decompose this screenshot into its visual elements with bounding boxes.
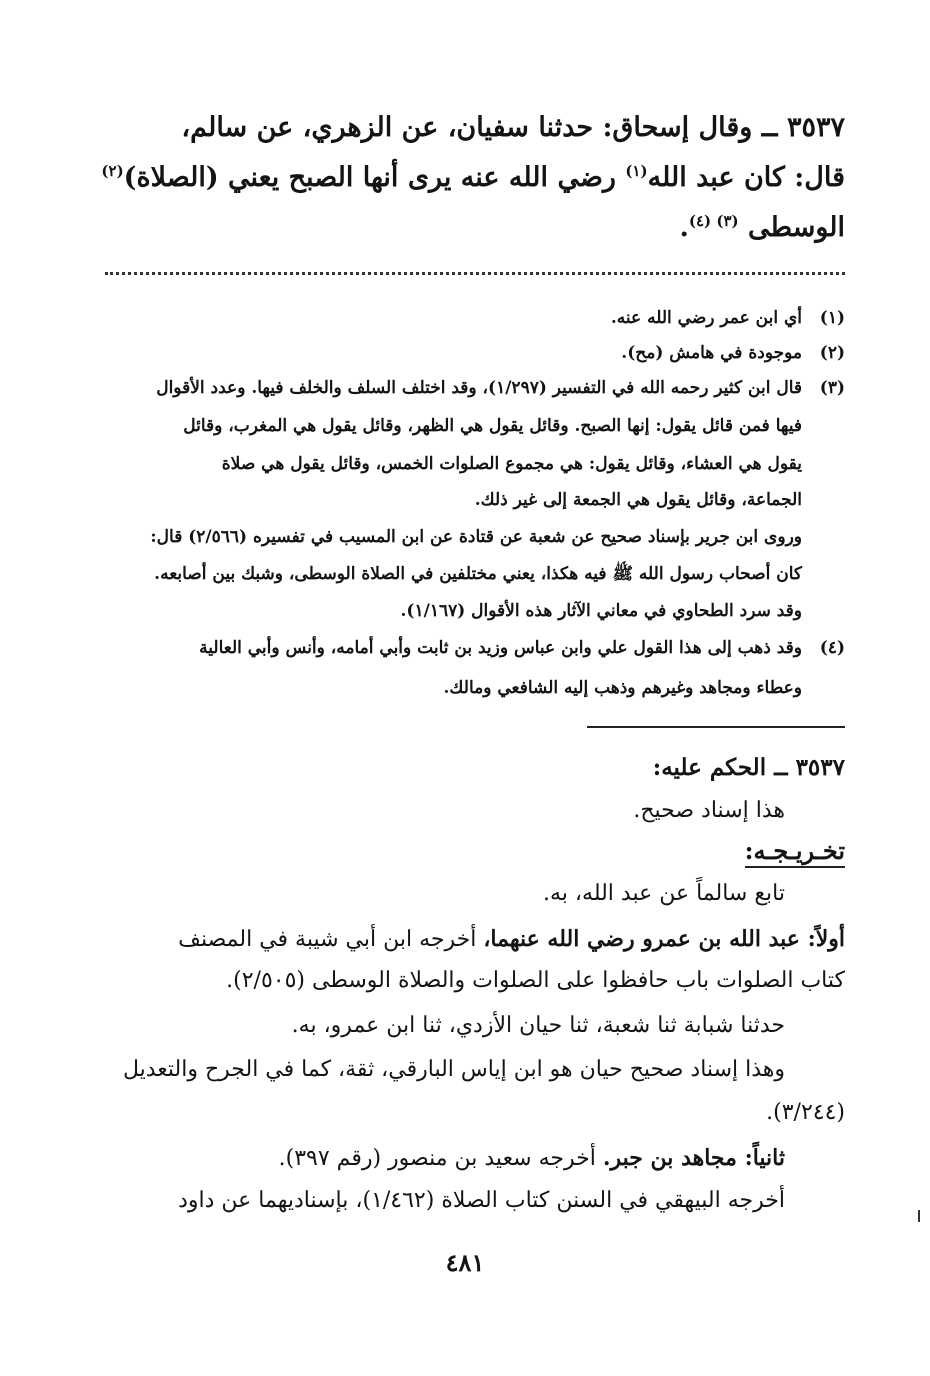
footnote-ref-2: (٢): [101, 162, 124, 180]
footnote-3-line-3: يقول هي العشاء، وقائل يقول: هي مجموع الصلوات الخمس، وقائل يقول هي صلاة: [221, 454, 802, 474]
hadith-line-3-a: الوسطى: [738, 212, 845, 243]
footnote-number: (٤): [819, 638, 845, 658]
takhrij-line-6: (٣/٢٤٤).: [766, 1100, 845, 1125]
takhrij-line-4: حدثنا شبابة ثنا شعبة، ثنا حيان الأزدي، ثنا ابن عمرو، به.: [291, 1013, 785, 1038]
takhrij-heading: [85, 833, 845, 869]
takhrij-second-source: ثانياً: مجاهد بن جبر.: [602, 1145, 785, 1171]
hadith-line-2-b: رضي الله عنه يرى أنها الصبح يعني (الصلاة): [123, 162, 626, 193]
footnote-number: (١): [819, 308, 845, 328]
page-number: ٤٨١: [445, 1248, 485, 1277]
footnote-3-line-6: كان أصحاب رسول الله ﷺ فيه هكذا، يعني مختلفين في الصلاة الوسطى، وشبك بين أصابعه.: [154, 564, 802, 584]
footnote-3-line-4: الجماعة، وقائل يقول هي الجمعة إلى غير ذلك.: [474, 490, 802, 510]
takhrij-first-source: أولاً: عبد الله بن عمرو رضي الله عنهما،: [483, 926, 845, 952]
footnote-ref-1: (١): [625, 162, 648, 180]
ruling-text: هذا إسناد صحيح.: [633, 798, 785, 823]
footnote-3-line-2: فيها فمن قائل يقول: إنها الصبح. وقائل يقول هي الظهر، وقائل يقول هي المغرب، وقائل: [183, 416, 802, 436]
footnote-3-line-7: وقد سرد الطحاوي في معاني الآثار هذه الأقوال (١/١٦٧).: [400, 601, 802, 621]
takhrij-heading-text: تخـريـجـه:: [745, 836, 845, 868]
footnote-4: [105, 633, 845, 663]
takhrij-line-2: [85, 921, 845, 958]
footnote-1: [105, 303, 845, 333]
scan-mark: [918, 1210, 920, 1222]
footnote-separator: [105, 272, 845, 275]
takhrij-line-7-rest: أخرجه سعيد بن منصور (رقم ٣٩٧).: [278, 1146, 603, 1171]
hadith-line-2-a: قال: كان عبد الله: [647, 162, 845, 193]
footnote-text: وقد ذهب إلى هذا القول علي وابن عباس وزيد بن ثابت وأبي أمامه، وأنس وأبي العالية: [199, 638, 802, 658]
footnote-number: (٢): [819, 343, 845, 363]
footnote-number: (٣): [819, 378, 845, 398]
takhrij-line-7: [85, 1140, 785, 1177]
footnote-3-line-5: وروى ابن جرير بإسناد صحيح عن شعبة عن قتادة عن ابن المسيب في تفسيره (٢/٥٦٦) قال:: [150, 527, 802, 547]
section-divider: [587, 726, 845, 728]
ruling-heading: ٣٥٣٧ ــ الحكم عليه:: [652, 754, 845, 781]
takhrij-line-1: تابع سالماً عن عبد الله، به.: [543, 881, 785, 906]
footnote-2: [105, 338, 845, 368]
footnote-3: [105, 373, 845, 403]
footnote-text: موجودة في هامش (مح).: [621, 343, 802, 363]
footnote-text: قال ابن كثير رحمه الله في التفسير (١/٢٩٧)، وقد اختلف السلف والخلف فيها. وعدد الأقوال: [156, 378, 802, 398]
footnote-ref-3-4: (٣) (٤): [688, 212, 739, 230]
hadith-line-1: ٣٥٣٧ ــ وقال إسحاق: حدثنا سفيان، عن الزهري، عن سالم،: [181, 112, 845, 143]
footnote-4-line-2: وعطاء ومجاهد وغيرهم وذهب إليه الشافعي ومالك.: [443, 678, 802, 698]
takhrij-line-8: أخرجه البيهقي في السنن كتاب الصلاة (١/٤٦٢)، بإسناديهما عن داود: [178, 1188, 785, 1213]
hadith-line-2: [101, 158, 845, 198]
hadith-line-3-b: .: [679, 212, 689, 243]
hadith-line-3: [105, 208, 845, 248]
footnote-text: أي ابن عمر رضي الله عنه.: [610, 308, 802, 328]
takhrij-line-2-rest: أخرجه ابن أبي شيبة في المصنف: [178, 927, 484, 952]
takhrij-line-3: كتاب الصلوات باب حافظوا على الصلوات والصلاة الوسطى (٢/٥٠٥).: [226, 968, 845, 993]
takhrij-line-5: وهذا إسناد صحيح حيان هو ابن إياس البارقي، ثقة، كما في الجرح والتعديل: [122, 1057, 785, 1082]
